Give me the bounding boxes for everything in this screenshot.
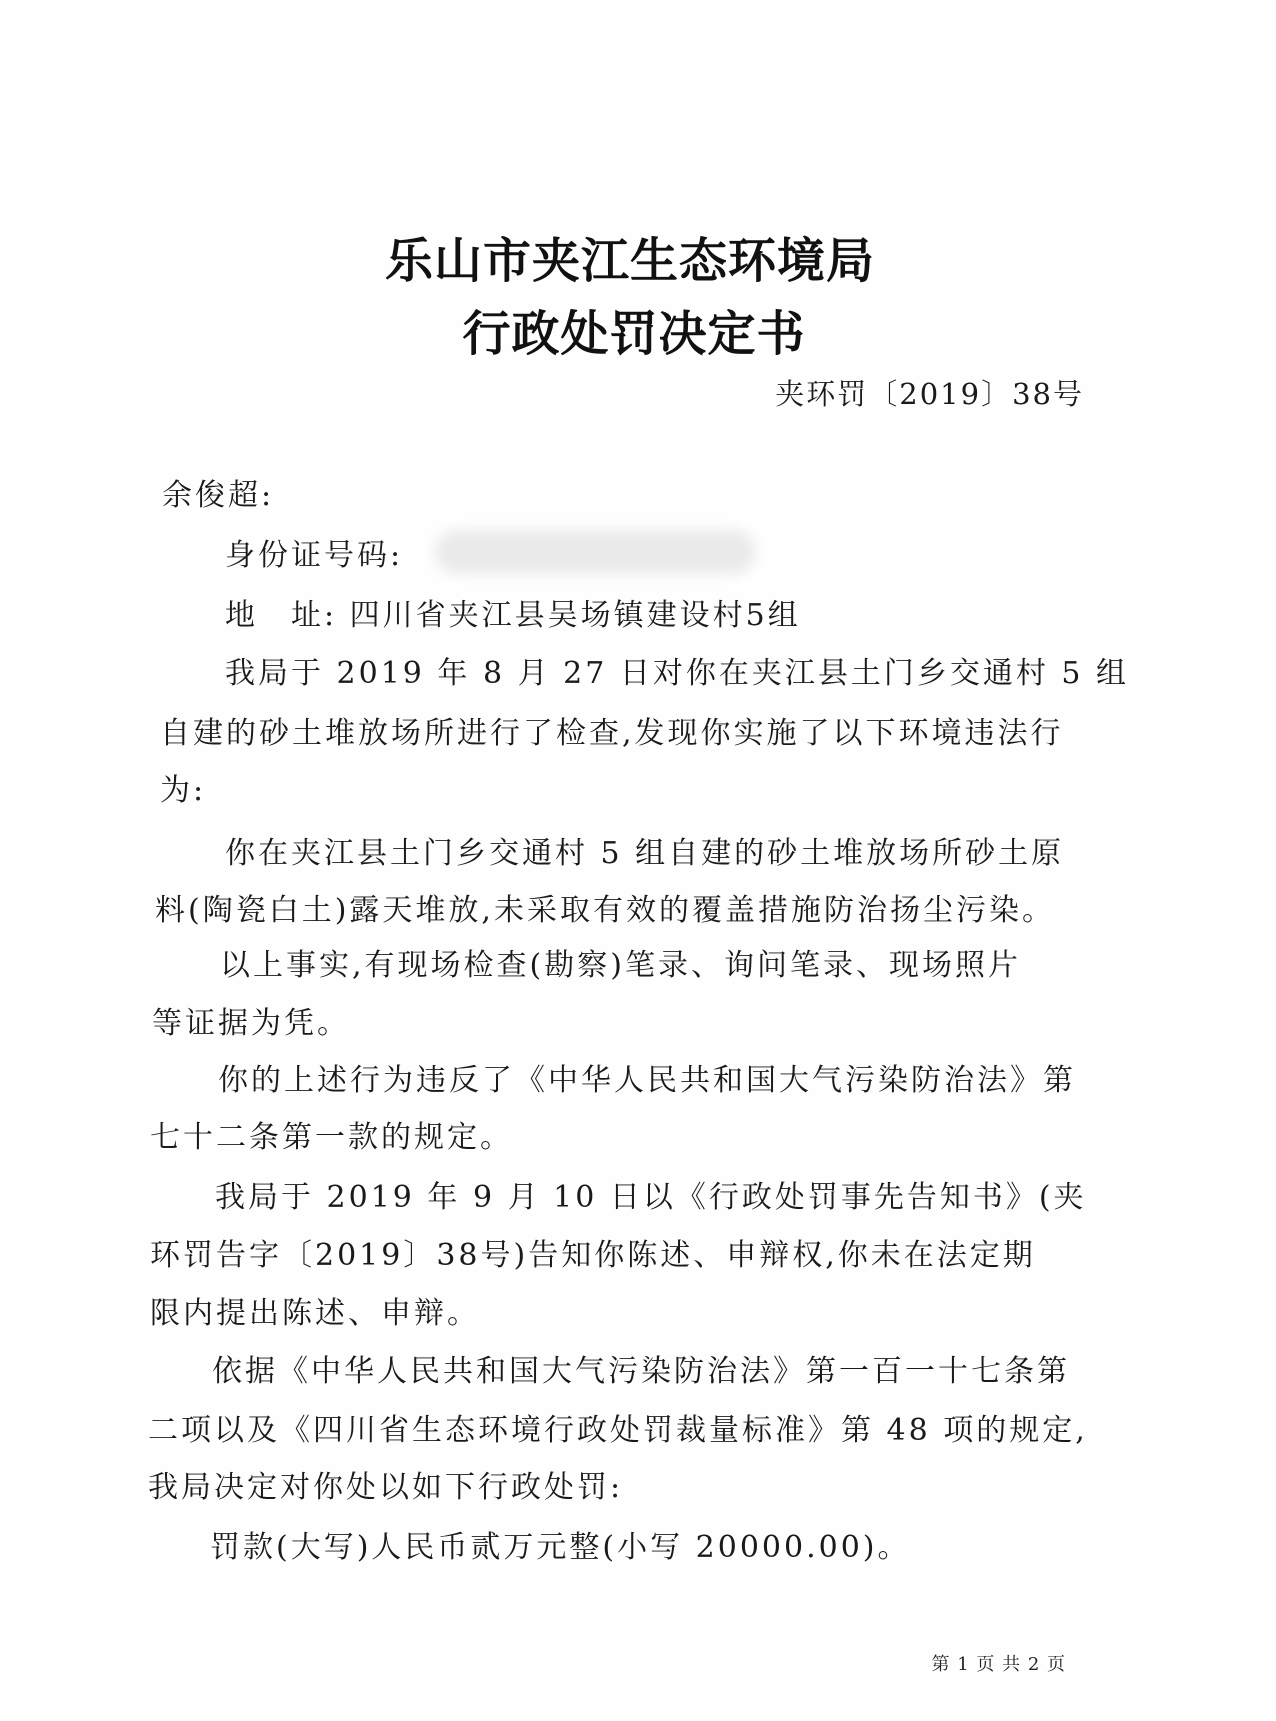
paragraph-3-line-1: 以上事实,有现场检查(勘察)笔录、询问笔录、现场照片	[220, 948, 1021, 983]
paragraph-5-line-1: 我局于 2019 年 9 月 10 日以《行政处罚事先告知书》(夹	[215, 1180, 1087, 1215]
paragraph-4-line-2: 七十二条第一款的规定。	[150, 1120, 513, 1155]
paragraph-2-line-1: 你在夹江县土门乡交通村 5 组自建的砂土堆放场所砂土原	[225, 836, 1065, 871]
paragraph-1-line-3: 为:	[160, 773, 207, 808]
id-number-label: 身份证号码:	[225, 538, 404, 573]
paragraph-6-line-3: 我局决定对你处以如下行政处罚:	[148, 1470, 624, 1505]
paragraph-4-line-1: 你的上述行为违反了《中华人民共和国大气污染防治法》第	[218, 1063, 1076, 1098]
address-line: 地 址: 四川省夹江县吴场镇建设村5组	[225, 598, 801, 633]
recipient-name: 余俊超:	[162, 478, 275, 513]
paragraph-2-line-2: 料(陶瓷白土)露天堆放,未采取有效的覆盖措施防治扬尘污染。	[155, 893, 1055, 928]
document-title-line-2: 行政处罚决定书	[462, 306, 806, 362]
redacted-id-number	[435, 530, 755, 574]
document-title-line-1: 乐山市夹江生态环境局	[384, 233, 875, 289]
paragraph-7-line-1: 罚款(大写)人民币贰万元整(小写 20000.00)。	[210, 1530, 911, 1565]
page-number-footer: 第 1 页 共 2 页	[931, 1654, 1066, 1675]
paragraph-5-line-2: 环罚告字〔2019〕38号)告知你陈述、申辩权,你未在法定期	[150, 1238, 1036, 1273]
paragraph-5-line-3: 限内提出陈述、申辩。	[150, 1296, 480, 1331]
paragraph-6-line-1: 依据《中华人民共和国大气污染防治法》第一百一十七条第	[212, 1354, 1070, 1389]
paragraph-3-line-2: 等证据为凭。	[152, 1006, 350, 1041]
document-number: 夹环罚〔2019〕38号	[775, 377, 1084, 411]
paragraph-1-line-1: 我局于 2019 年 8 月 27 日对你在夹江县土门乡交通村 5 组	[225, 656, 1129, 691]
paragraph-6-line-2: 二项以及《四川省生态环境行政处罚裁量标准》第 48 项的规定,	[148, 1413, 1088, 1448]
paragraph-1-line-2: 自建的砂土堆放场所进行了检查,发现你实施了以下环境违法行	[160, 716, 1064, 751]
